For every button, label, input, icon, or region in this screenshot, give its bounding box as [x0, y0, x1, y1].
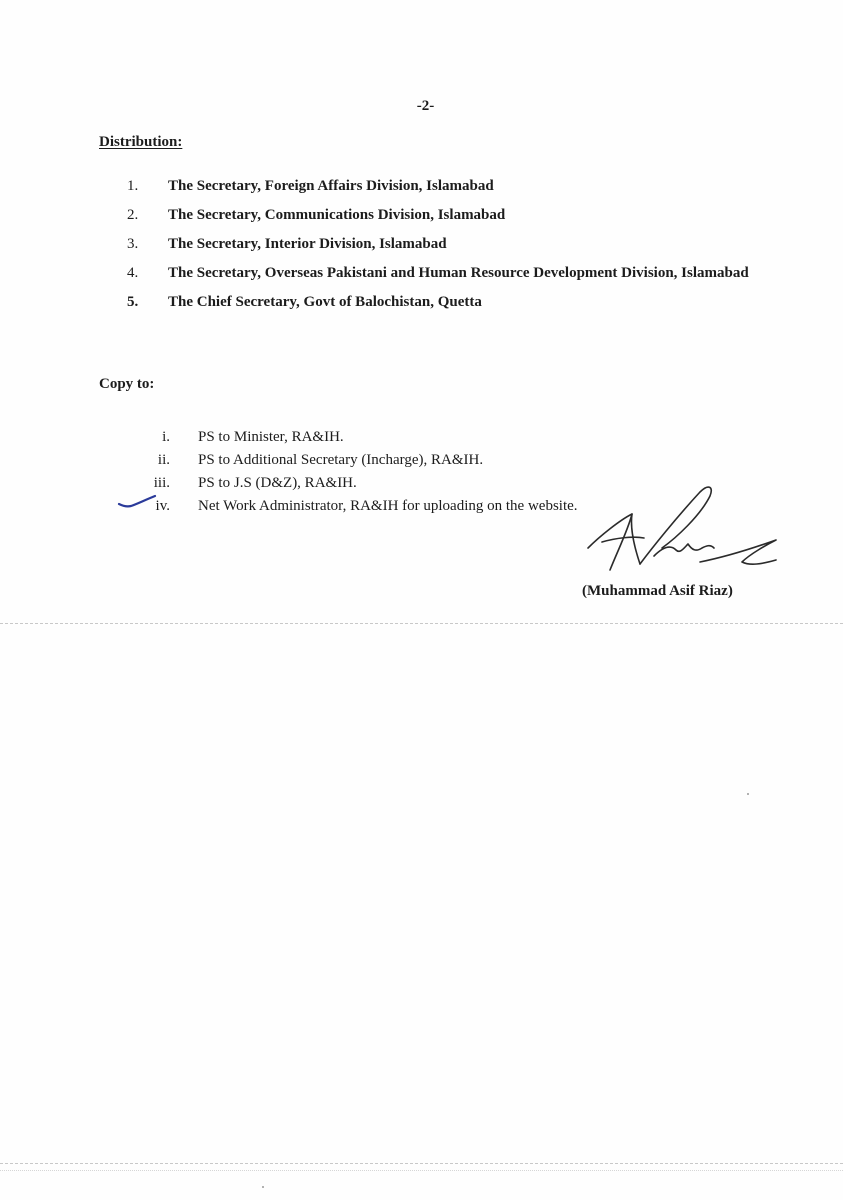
- distribution-item: [127, 231, 767, 258]
- copy-to-heading: Copy to:: [99, 376, 155, 392]
- distribution-item-text: The Secretary, Overseas Pakistani and Human Resource Development Division, Islamabad: [168, 265, 749, 281]
- distribution-item-number: 5.: [127, 294, 139, 310]
- scan-speck: [747, 793, 749, 795]
- distribution-item-text: The Secretary, Interior Division, Islamabad: [168, 236, 447, 252]
- distribution-item-number: 1.: [127, 178, 139, 194]
- copy-to-item-number: ii.: [157, 452, 170, 468]
- signatory-name: (Muhammad Asif Riaz): [582, 583, 733, 599]
- copy-to-item-number: iv.: [155, 498, 170, 514]
- distribution-item-text: The Chief Secretary, Govt of Balochistan, Quetta: [168, 294, 482, 310]
- distribution-item: [127, 202, 767, 229]
- page-divider: [0, 1163, 843, 1164]
- distribution-item-text: The Secretary, Foreign Affairs Division, Islamabad: [168, 178, 494, 194]
- distribution-item-number: 4.: [127, 265, 139, 281]
- copy-to-item-text: PS to Minister, RA&IH.: [198, 429, 344, 445]
- copy-to-item: [140, 426, 660, 449]
- distribution-item-number: 3.: [127, 236, 139, 252]
- distribution-item: [127, 289, 767, 316]
- page-divider: [0, 1170, 843, 1171]
- handwritten-signature: [580, 478, 790, 588]
- distribution-item-number: 2.: [127, 207, 139, 223]
- distribution-item-text: The Secretary, Communications Division, Islamabad: [168, 207, 506, 223]
- distribution-item: [127, 173, 767, 200]
- page-number: -2-: [416, 98, 435, 114]
- copy-to-item-text: PS to J.S (D&Z), RA&IH.: [198, 475, 357, 491]
- check-mark-icon: [117, 492, 157, 510]
- distribution-list: [127, 173, 767, 318]
- distribution-heading: Distribution:: [99, 134, 183, 150]
- distribution-item: [127, 260, 767, 287]
- copy-to-item-text: Net Work Administrator, RA&IH for uploading on the website.: [198, 498, 578, 514]
- scan-speck: [262, 1186, 264, 1188]
- page-divider: [0, 623, 843, 624]
- copy-to-item-text: PS to Additional Secretary (Incharge), RA&IH.: [198, 452, 484, 468]
- copy-to-item: [140, 449, 660, 472]
- copy-to-item-number: iii.: [153, 475, 170, 491]
- copy-to-item-number: i.: [162, 429, 170, 445]
